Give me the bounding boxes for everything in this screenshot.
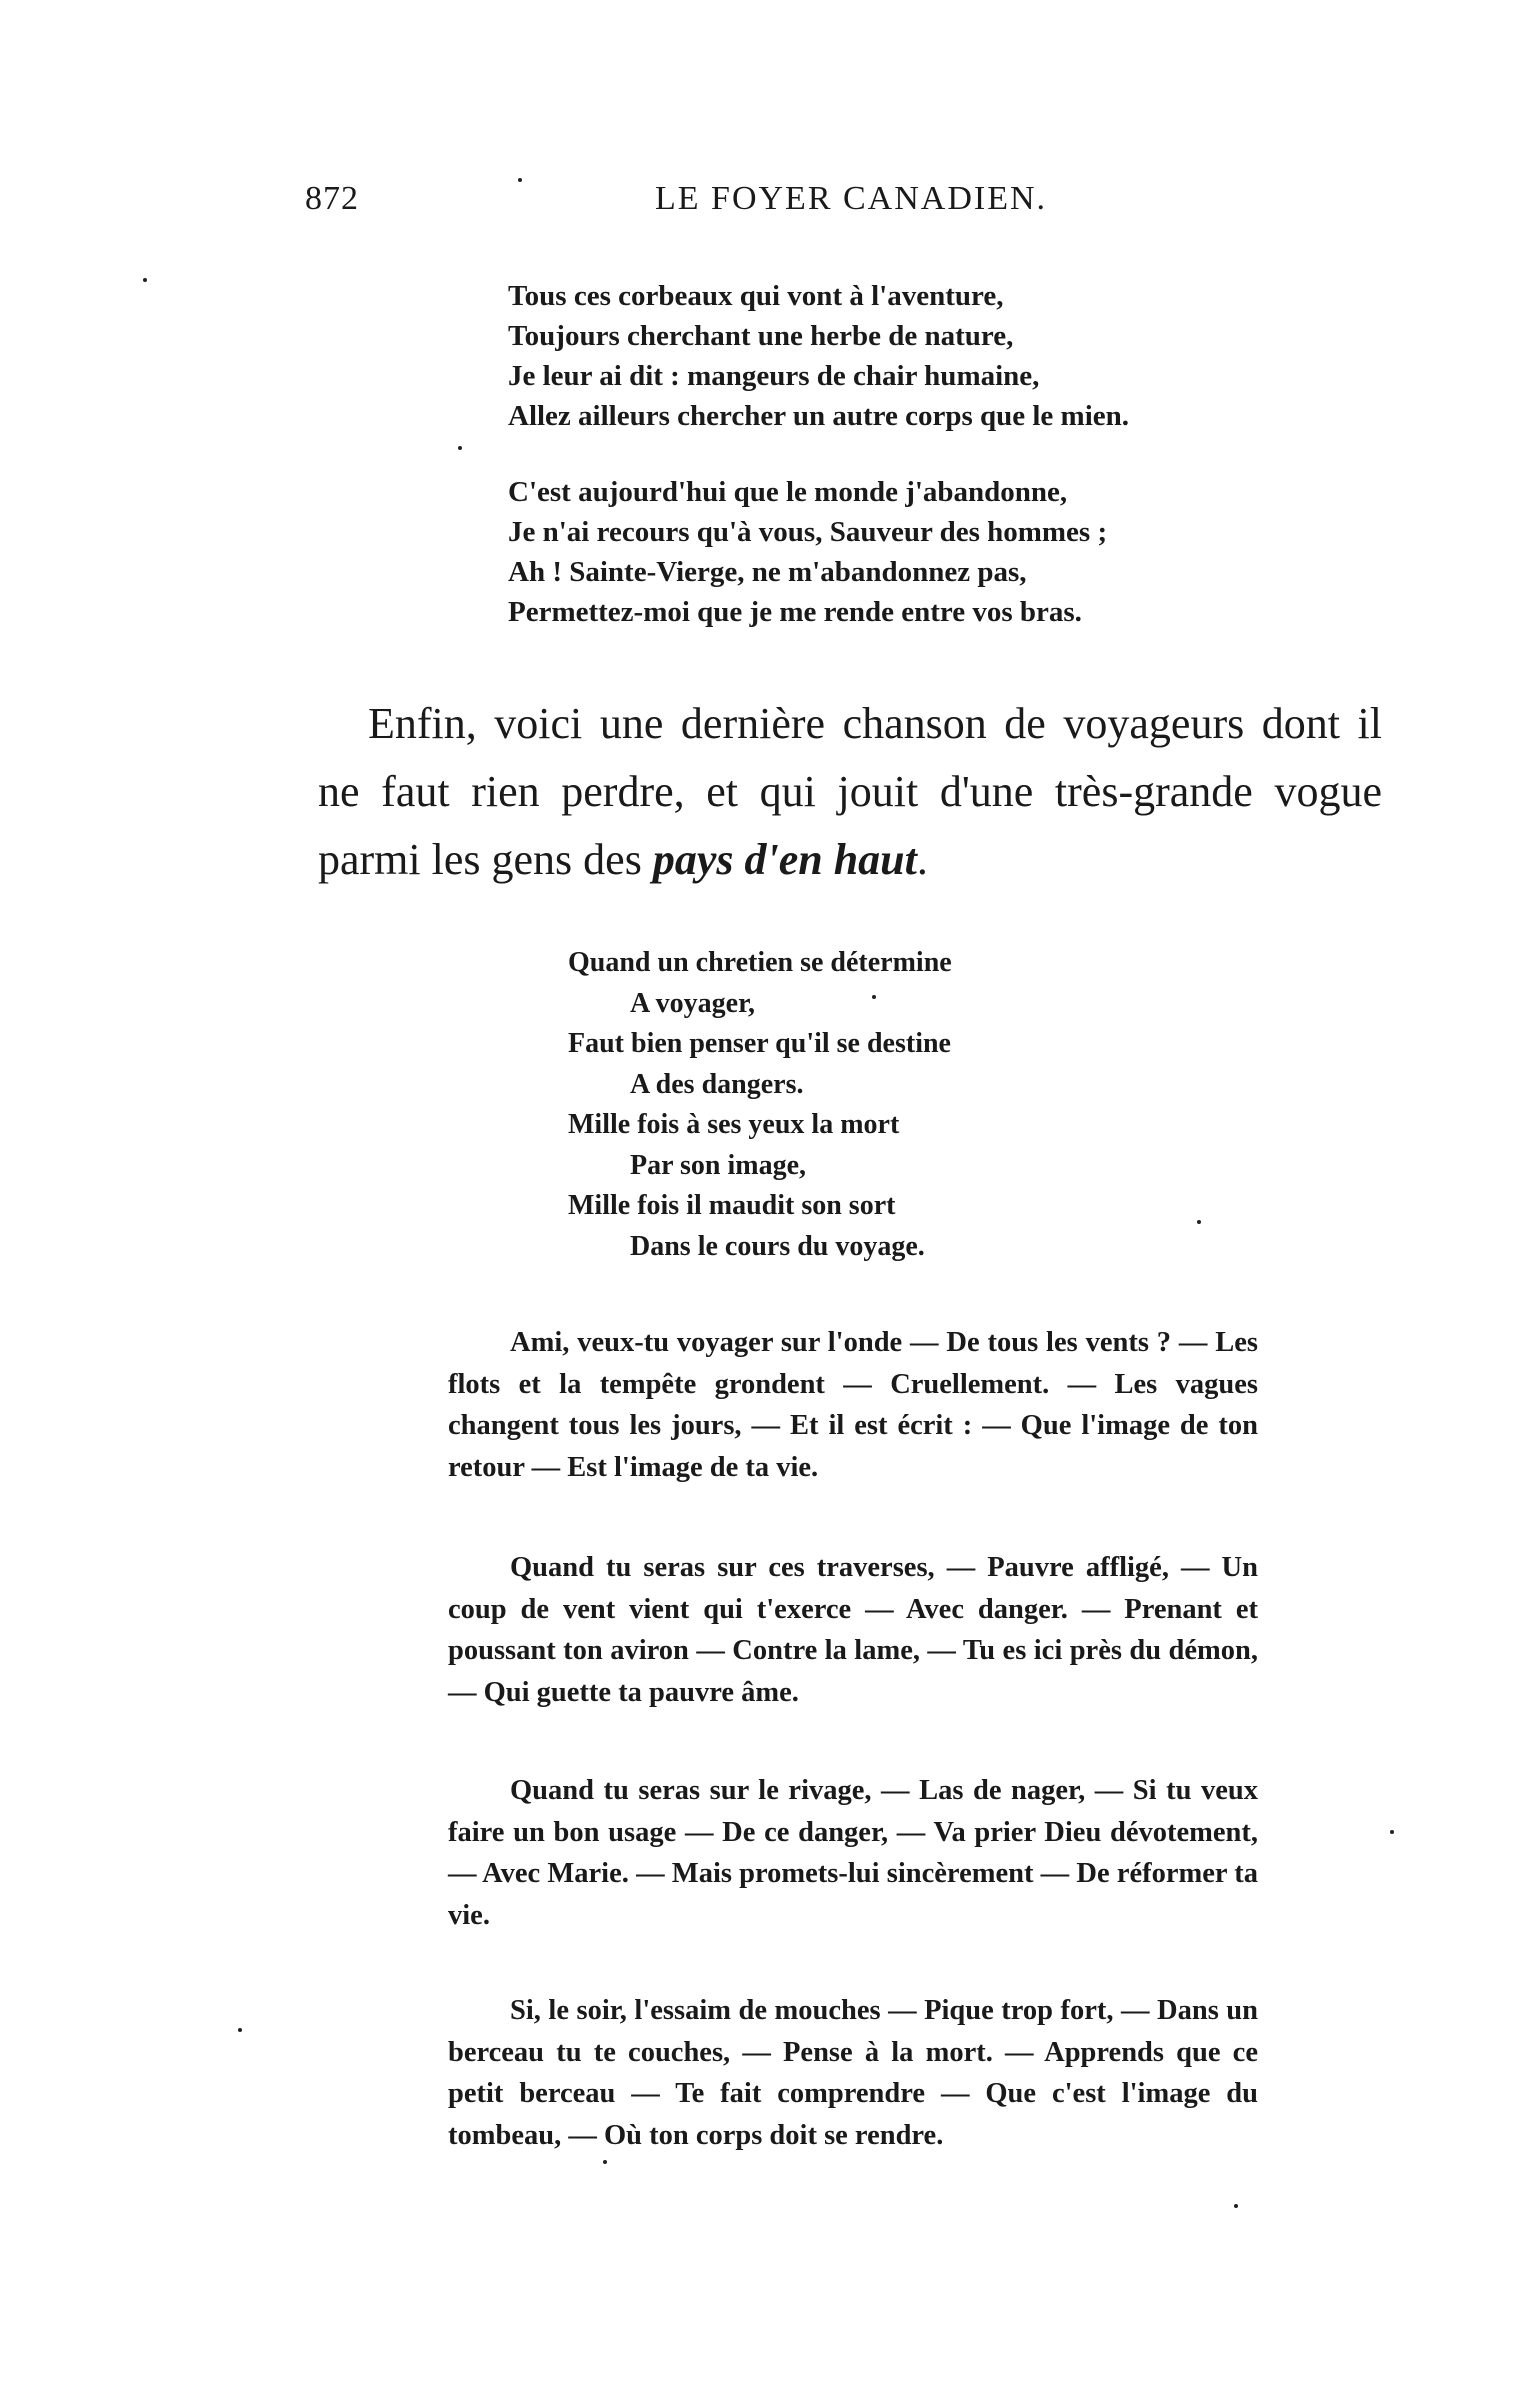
song-line: A voyager, xyxy=(630,987,755,1019)
song-line: Faut bien penser qu'il se destine xyxy=(568,1028,951,1059)
poem-stanza-2 xyxy=(508,472,1129,632)
body-paragraph: Quand tu seras sur le rivage, — Las de nager, — Si tu veux faire un bon usage — De ce danger, — Va prier Dieu dévotement, — Avec Marie. — Mais promets-lui sincèrement — De réformer ta vie. xyxy=(448,1775,1258,1931)
page-number: 872 xyxy=(305,180,359,217)
print-speck xyxy=(603,2160,607,2164)
song-line: A des dangers. xyxy=(630,1068,804,1100)
print-speck xyxy=(458,446,462,450)
body-paragraph: Ami, veux-tu voyager sur l'onde — De tous les vents ? — Les flots et la tempête grondent — Cruellement. — Les vagues changent tous les jours, — Et il est écrit : — Que l'image de ton retour — Est l'image de ta vie. xyxy=(448,1327,1258,1483)
print-speck xyxy=(1234,2204,1238,2208)
running-title: LE FOYER CANADIEN. xyxy=(655,180,1048,217)
song-line: Mille fois à ses yeux la mort xyxy=(568,1109,900,1140)
song-line: Par son image, xyxy=(630,1149,807,1181)
print-speck xyxy=(518,178,522,182)
print-speck xyxy=(238,2028,242,2032)
print-speck xyxy=(872,995,876,999)
print-speck xyxy=(1390,1830,1394,1834)
song-line: Mille fois il maudit son sort xyxy=(568,1190,896,1221)
poem-top xyxy=(508,276,1129,668)
body-paragraph: Si, le soir, l'essaim de mouches — Pique trop fort, — Dans un berceau tu te couches, — Pense à la mort. — Apprends que ce petit berceau — Te fait comprendre — Que c'est l'image du tombeau, — Où ton corps doit se rendre. xyxy=(448,1995,1258,2151)
intro-text: Enfin, voici une dernière chanson de voyageurs dont il ne faut rien perdre, et qui jouit d'une très-grande vogue parmi les gens des xyxy=(318,699,1382,884)
poem-stanza-1 xyxy=(508,276,1129,436)
poem-line: Permettez-moi que je me rende entre vos bras. xyxy=(508,596,1082,628)
poem-line: Je n'ai recours qu'à vous, Sauveur des hommes ; xyxy=(508,516,1108,548)
poem-line: Ah ! Sainte-Vierge, ne m'abandonnez pas, xyxy=(508,556,1027,588)
page-header xyxy=(305,180,1085,230)
print-speck xyxy=(143,278,147,282)
intro-end: . xyxy=(916,835,928,884)
intro-paragraph xyxy=(318,690,1382,894)
poem-line: Allez ailleurs chercher un autre corps que le mien. xyxy=(508,400,1130,432)
poem-line: Tous ces corbeaux qui vont à l'aventure, xyxy=(508,280,1004,312)
poem-line: C'est aujourd'hui que le monde j'abandonne, xyxy=(508,476,1068,508)
print-speck xyxy=(1197,1220,1201,1224)
song-line: Quand un chretien se détermine xyxy=(568,947,952,978)
intro-italic: pays d'en haut xyxy=(652,835,917,884)
song-verse xyxy=(568,943,952,1267)
body-paragraph: Quand tu seras sur ces traverses, — Pauvre affligé, — Un coup de vent vient qui t'exerce — Avec danger. — Prenant et poussant ton aviron — Contre la lame, — Tu es ici près du démon, — Qui guette ta pauvre âme. xyxy=(448,1552,1258,1708)
song-line: Dans le cours du voyage. xyxy=(630,1230,925,1262)
poem-line: Je leur ai dit : mangeurs de chair humaine, xyxy=(508,360,1040,392)
poem-line: Toujours cherchant une herbe de nature, xyxy=(508,320,1014,352)
